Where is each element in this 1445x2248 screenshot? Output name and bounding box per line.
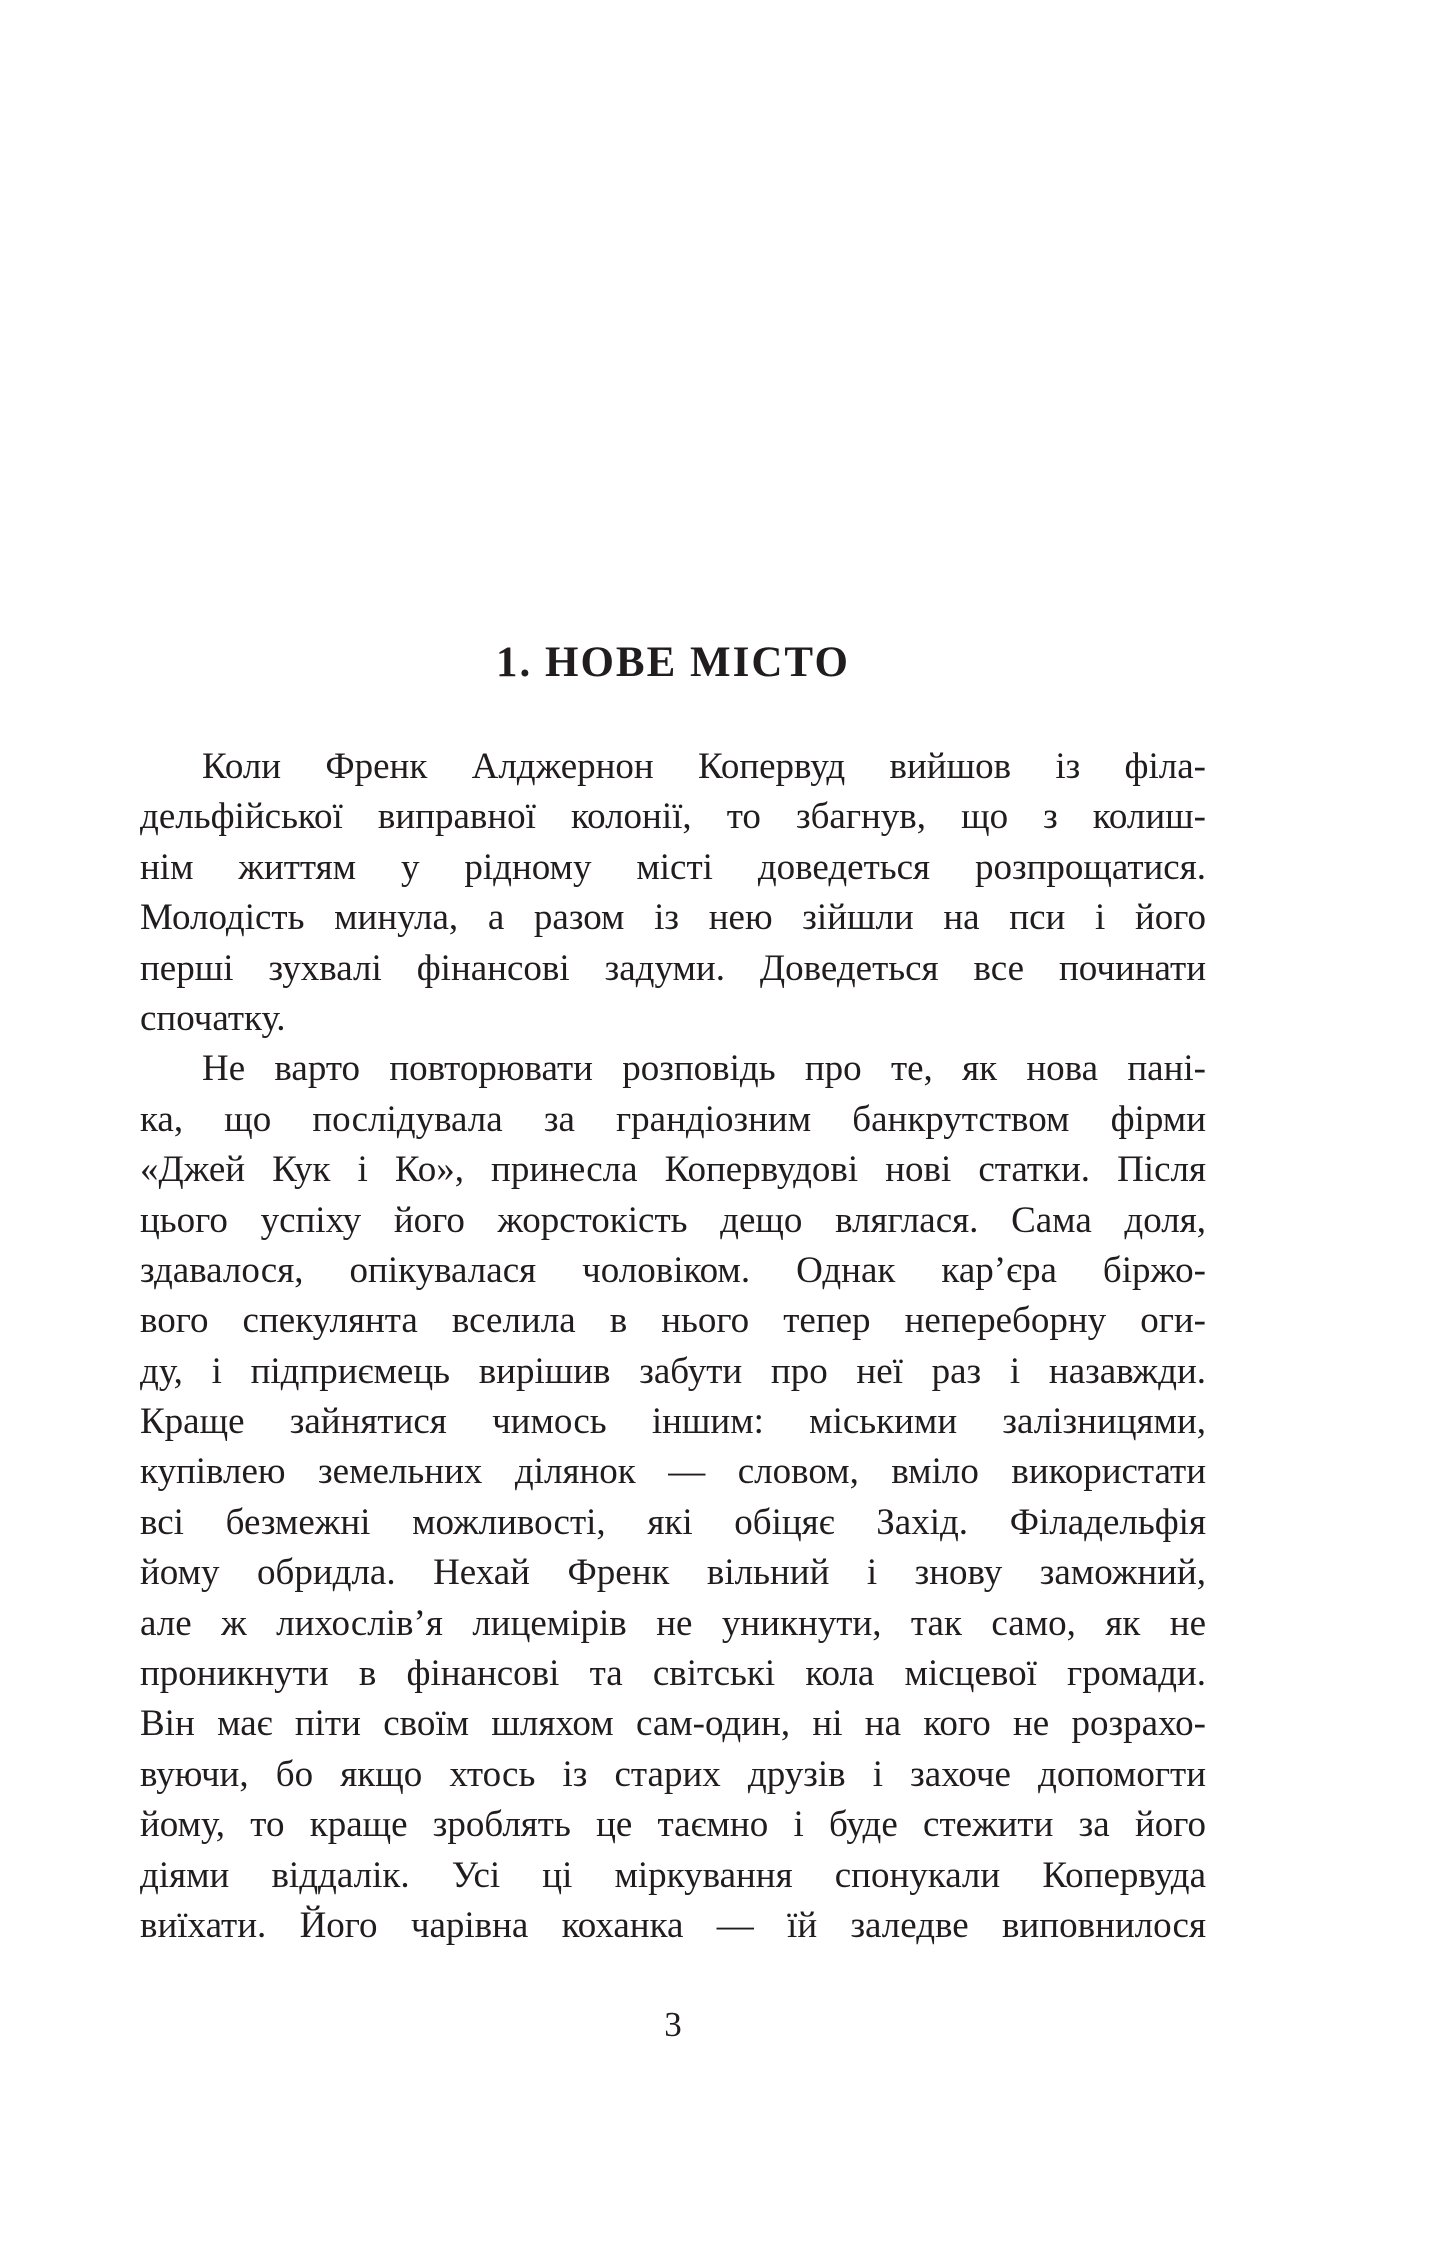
page-number: 3 [664,2005,682,2044]
text-line: дельфійської виправної колонії, то збагнув, що з колиш- [140,796,1206,838]
text-line: вого спекулянта вселила в нього тепер непереборну оги- [140,1300,1206,1342]
text-line: ка, що послідувала за грандіозним банкрутством фірми [140,1098,1206,1140]
text-line: Не варто повторювати розповідь про те, як нова пані- [202,1048,1206,1090]
text-line: ду, і підприємець вирішив забути про неї раз і назавжди. [140,1350,1206,1392]
text-line: купівлею земельних ділянок — словом, вміло використати [140,1451,1206,1493]
text-line: Молодість минула, а разом із нею зійшли на пси і його [140,897,1206,939]
text-line: Краще зайнятися чимось іншим: міськими залізницями, [140,1401,1206,1443]
text-line: спочатку. [140,997,286,1039]
body-text [140,742,1206,1951]
text-line: проникнути в фінансові та світські кола місцевої громади. [140,1653,1206,1695]
text-line: цього успіху його жорстокість дещо вляглася. Сама доля, [140,1199,1206,1241]
text-line: Коли Френк Алджернон Копервуд вийшов із філа- [202,746,1206,787]
text-line: всі безмежні можливості, які обіцяє Захід. Філадельфія [140,1501,1206,1543]
text-line: перші зухвалі фінансові задуми. Доведеться все починати [140,947,1206,989]
text-line: діями віддалік. Усі ці міркування спонукали Копервуда [140,1854,1206,1896]
text-line: йому обридла. Нехай Френк вільний і знову заможний, [140,1552,1206,1594]
text-line: але ж лихослів’я лицемірів не уникнути, так само, як не [140,1602,1206,1644]
text-line: здавалося, опікувалася чоловіком. Однак кар’єра біржо- [140,1249,1206,1291]
text-line: «Джей Кук і Ко», принесла Копервудові нові статки. Після [140,1149,1206,1191]
text-line: нім життям у рідному місті доведеться розпрощатися. [140,846,1206,888]
text-line: йому, то краще зроблять це таємно і буде стежити за його [140,1804,1206,1846]
chapter-heading: 1. НОВЕ МІСТО [496,639,850,686]
text-line: вуючи, бо якщо хтось із старих друзів і захоче допомогти [140,1753,1206,1795]
text-line: виїхати. Його чарівна коханка — їй заледве виповнилося [140,1904,1206,1946]
text-line: Він має піти своїм шляхом сам-один, ні на кого не розрахо- [140,1703,1206,1745]
